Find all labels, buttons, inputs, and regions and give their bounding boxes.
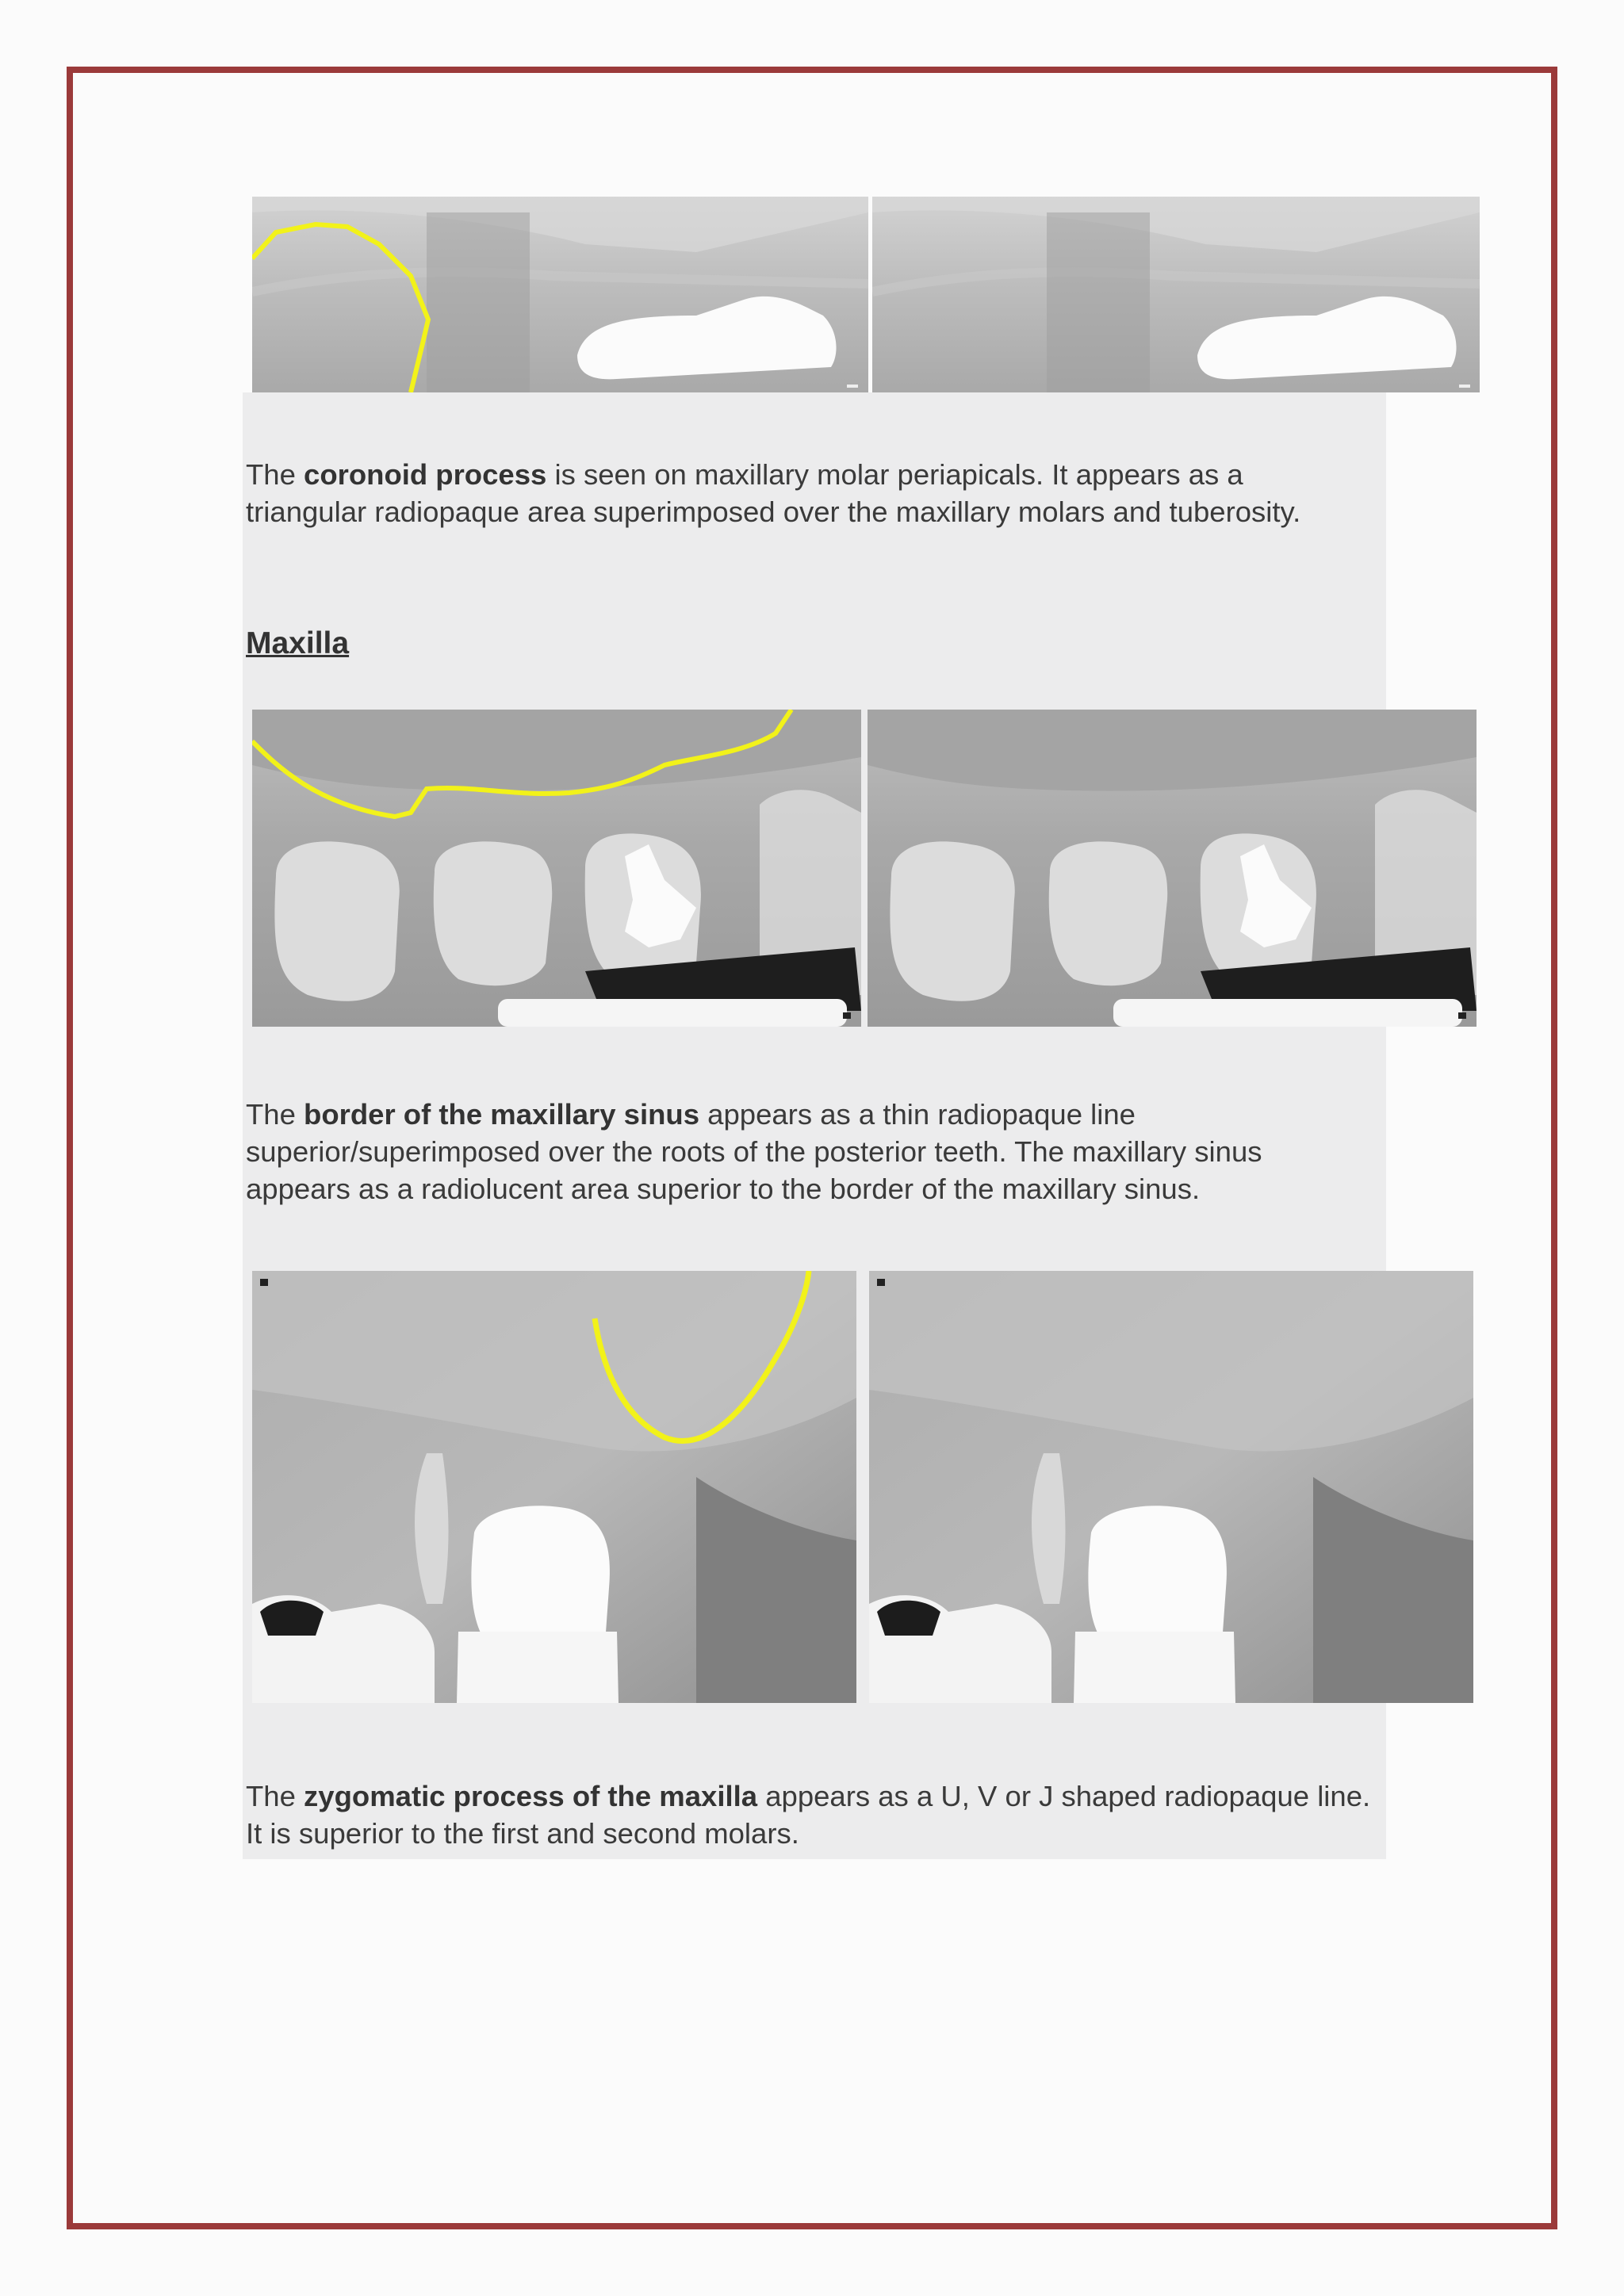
text: appears as a thin radiopaque line superior/superimposed over the roots of the posterior teeth. The maxillary sinus appears as a radiolucent area superior to the border of the maxillary sinus. bbox=[246, 1098, 1262, 1205]
coronoid-xray-plain bbox=[872, 197, 1480, 392]
term-coronoid-process: coronoid process bbox=[304, 458, 547, 491]
coronoid-xray-annotated bbox=[252, 197, 868, 392]
zygomatic-paragraph bbox=[246, 1777, 1372, 1852]
sinus-paragraph bbox=[246, 1096, 1372, 1207]
coronoid-paragraph bbox=[246, 456, 1372, 530]
text: The bbox=[246, 458, 304, 491]
zygomatic-xray-annotated bbox=[252, 1271, 856, 1703]
text: is seen on maxillary molar periapicals. It appears as a triangular radiopaque area superimposed over the maxillary molars and tuberosity. bbox=[246, 458, 1301, 528]
term-zygomatic-process: zygomatic process of the maxilla bbox=[304, 1780, 758, 1812]
sinus-xray-annotated bbox=[252, 710, 861, 1027]
text: The bbox=[246, 1098, 304, 1131]
zygomatic-xray-plain bbox=[869, 1271, 1473, 1703]
sinus-xray-plain bbox=[868, 710, 1477, 1027]
text: appears as a U, V or J shaped radiopaque line. It is superior to the first and second molars. bbox=[246, 1780, 1371, 1850]
term-maxillary-sinus-border: border of the maxillary sinus bbox=[304, 1098, 700, 1131]
text: The bbox=[246, 1780, 304, 1812]
heading-maxilla: Maxilla bbox=[246, 626, 350, 660]
